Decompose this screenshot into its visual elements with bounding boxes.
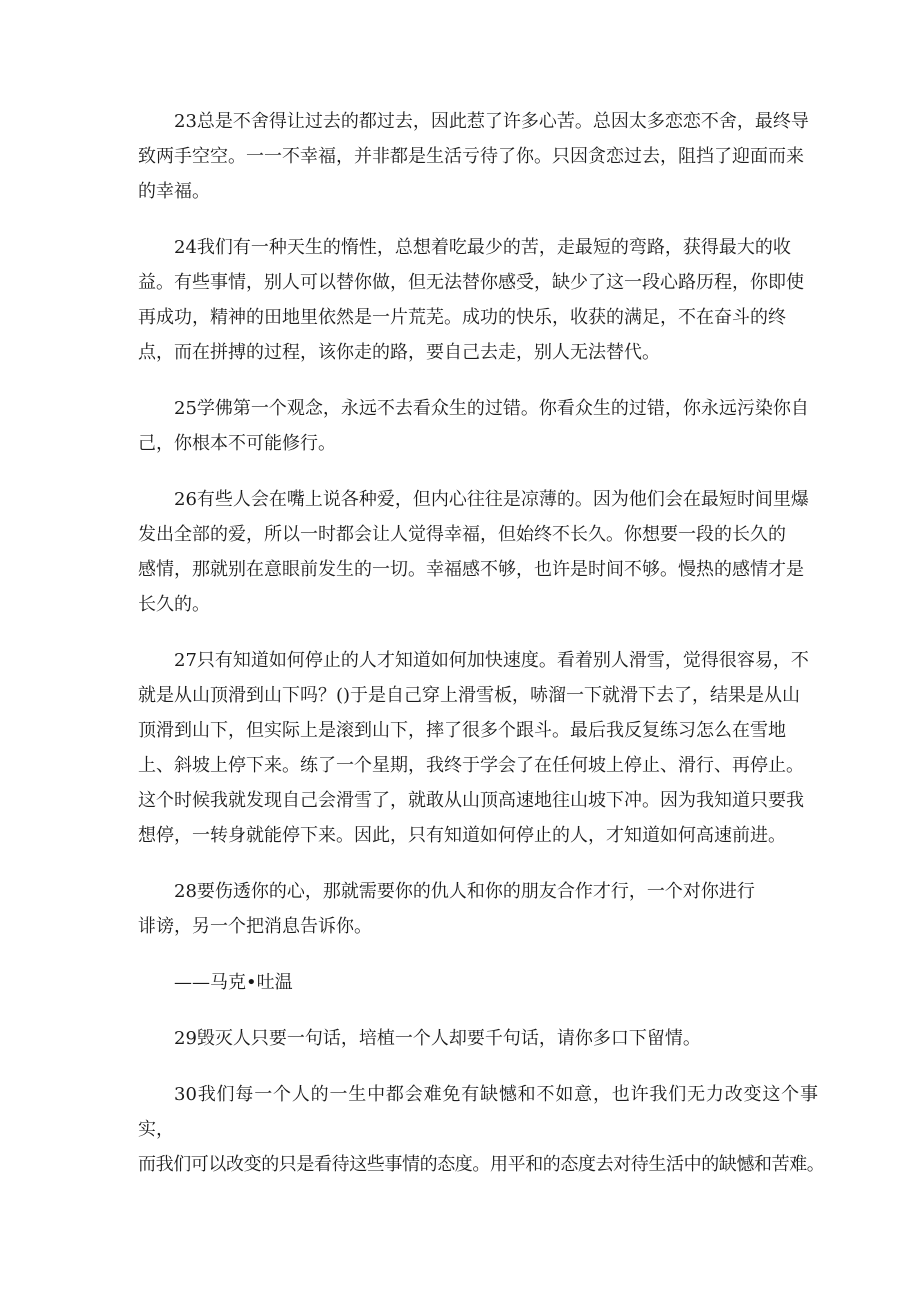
text-line: 23总是不舍得让过去的都过去，因此惹了许多心苦。总因太多恋恋不舍，最终导 xyxy=(174,111,809,132)
text-line: 就是从山顶滑到山下吗？()于是自己穿上滑雪板，哧溜一下就滑下去了，结果是从山 xyxy=(138,685,801,706)
text-line: 26有些人会在嘴上说各种爱，但内心往往是凉薄的。因为他们会在最短时间里爆 xyxy=(174,489,809,510)
text-line: 而我们可以改变的只是看待这些事情的态度。用平和的态度去对待生活中的缺憾和苦难。 xyxy=(138,1154,825,1175)
attribution xyxy=(138,965,818,1000)
text-line: 益。有些事情，别人可以替你做，但无法替你感受，缺少了这一段心路历程，你即使 xyxy=(138,272,804,293)
text-line: 诽谤，另一个把消息告诉你。 xyxy=(138,916,372,937)
text-line: 想停，一转身就能停下来。因此，只有知道如何停止的人，才知道如何高速前进。 xyxy=(138,825,786,846)
text-line: 顶滑到山下，但实际上是滚到山下，摔了很多个跟斗。最后我反复练习怎么在雪地 xyxy=(138,720,786,741)
text-line: 己，你根本不可能修行。 xyxy=(138,433,336,454)
text-line: 致两手空空。一一不幸福，并非都是生活亏待了你。只因贪恋过去，阻挡了迎面而来 xyxy=(138,146,804,167)
text-line: 24我们有一种天生的惰性，总想着吃最少的苦，走最短的弯路，获得最大的收 xyxy=(174,237,791,258)
text-line: 再成功，精神的田地里依然是一片荒芜。成功的快乐，收获的满足，不在奋斗的终 xyxy=(138,307,786,328)
text-line: 感情，那就别在意眼前发生的一切。幸福感不够，也许是时间不够。慢热的感情才是 xyxy=(138,559,804,580)
text-line: 的幸福。 xyxy=(138,181,210,202)
paragraph-25 xyxy=(138,391,818,461)
paragraph-23 xyxy=(138,104,818,209)
text-line: 27只有知道如何停止的人才知道如何加快速度。看着别人滑雪，觉得很容易，不 xyxy=(174,650,809,671)
paragraph-27 xyxy=(138,643,818,853)
text-line: 发出全部的爱，所以一时都会让人觉得幸福，但始终不长久。你想要一段的长久的 xyxy=(138,524,786,545)
document-body xyxy=(138,104,825,1203)
paragraph-26 xyxy=(138,482,818,622)
paragraph-24 xyxy=(138,230,818,370)
text-line: 29毁灭人只要一句话，培植一个人却要千句话，请你多口下留情。 xyxy=(174,1028,701,1049)
paragraph-29 xyxy=(138,1021,818,1056)
text-line: 25学佛第一个观念，永远不去看众生的过错。你看众生的过错，你永远污染你自 xyxy=(174,398,809,419)
text-line: 长久的。 xyxy=(138,594,210,615)
paragraph-30 xyxy=(138,1077,825,1182)
text-line: 上、斜坡上停下来。练了一个星期，我终于学会了在任何坡上停止、滑行、再停止。 xyxy=(138,755,804,776)
text-line: 这个时候我就发现自己会滑雪了，就敢从山顶高速地往山坡下冲。因为我知道只要我 xyxy=(138,790,804,811)
text-line: 30我们每一个人的一生中都会难免有缺憾和不如意，也许我们无力改变这个事实， xyxy=(138,1084,818,1140)
author-signature: ——马克•吐温 xyxy=(174,972,293,993)
text-line: 点，而在拼搏的过程，该你走的路，要自己去走，别人无法替代。 xyxy=(138,342,660,363)
text-line: 28要伤透你的心，那就需要你的仇人和你的朋友合作才行，一个对你进行 xyxy=(174,881,755,902)
paragraph-28 xyxy=(138,874,818,944)
